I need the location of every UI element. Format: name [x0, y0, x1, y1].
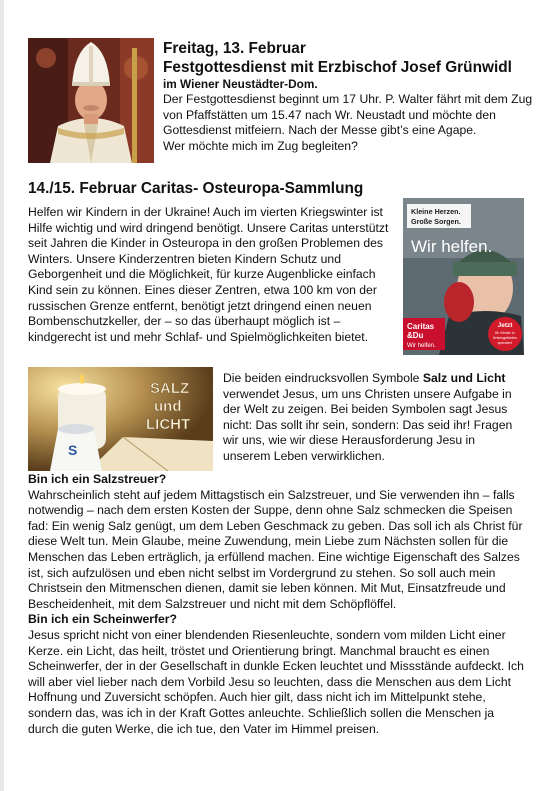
event-date: Freitag, 13. Februar [163, 40, 306, 57]
bishop-illustration [28, 38, 154, 163]
poster-tagline-2: Große Sorgen. [411, 217, 461, 226]
poster-illustration [403, 198, 524, 355]
event-location: im Wiener Neustädter-Dom. [163, 77, 318, 91]
salt-light-intro [223, 371, 523, 465]
poster-sticker-1: Jetzt [497, 322, 513, 329]
event-block [163, 39, 548, 154]
event-body: Der Festgottesdienst beginnt um 17 Uhr. P. Walter fährt mit dem Zug von Pfaffstätten um 15.47 nach Wr. Neustadt und möchte den Gottesdienst mitfeiern. Nach der Messe gibt’s eine Agape. [163, 92, 533, 138]
salt-light-body [28, 472, 524, 737]
image-word-salz: SALZ [150, 380, 190, 397]
event-question: Wer möchte mich im Zug begleiten? [163, 138, 358, 153]
bishop-photo [28, 38, 154, 163]
poster-tagline-1: Kleine Herzen. [411, 207, 461, 216]
caritas-poster [403, 198, 524, 355]
intro-bold: Salz und Licht [422, 371, 506, 385]
shaker-letter: S [68, 442, 78, 458]
poster-sticker-3: Krisengebieten [493, 336, 517, 340]
image-word-und: und [154, 398, 182, 415]
poster-sticker-2: für Kinder in [495, 331, 515, 335]
caritas-title: 14./15. Februar Caritas- Osteuropa-Sammlung [28, 180, 364, 197]
intro-pre: Die beiden eindrucksvollen Symbole [223, 371, 423, 385]
light-body: Jesus spricht nicht von einer blendenden Riesenleuchte, sondern vom milden Licht einer Kerze. ein Licht, das heilt, tröstet und Orientierung bringt. Manchmal braucht es einen Scheinwerfer, der in der Gesellschaft in dunkle Ecken leuchtet und Missstände aufdeckt. Ich will aber viel lieber nach dem Vorbild Jesu so leuchten, dass die Menschen aus dem Licht Hoffnung und Zuversicht schöpfen. Auch hier gilt, dass nicht ich im Mittelpunkt stehe, sondern das, was ich in der Kraft Gottes anleuchte. Schließlich sollen die Menschen ja durch die guten Werke, die ich tue, den Vater im Himmel preisen. [28, 627, 524, 736]
salt-heading: Bin ich ein Salzstreuer? [28, 472, 167, 486]
salt-light-image [28, 367, 213, 471]
poster-sticker-4: spenden! [497, 341, 513, 345]
poster-brand-2: &Du [407, 331, 424, 340]
caritas-body: Helfen wir Kindern in der Ukraine! Auch im vierten Kriegswinter ist Hilfe wichtig und wird dringend benötigt. Unsere Caritas unterstützt seit Jahren die Kinder in Osteuropa in den großen Problemen des Winters. Unsere Kinderzentren bieten Kindern Schutz und Geborgenheit und die Möglichkeit, für kurze Augenblicke einfach Kind sein zu können. Eines dieser Zentren, etwa 100 km von der russischen Grenze entfernt, benötigt jetzt dringend einen neuen Bombenschutzkeller, der – so das überhaupt möglich ist – kindgerecht ist und mehr Schlaf- und Spielmöglichkeiten bietet. [28, 205, 389, 344]
intro-post: verwendet Jesus, um uns Christen unsere Aufgabe in der Welt zu zeigen. Bei beiden Symbolen sagt Jesus nicht: Das sollt ihr sein, sondern: Das seid ihr! Fragen wir uns, wie wir diese Herausforderung Jesu in unserem Leben verwirklichen. [223, 386, 513, 463]
poster-brand-3: Wir helfen. [407, 343, 436, 349]
event-title: Festgottesdienst mit Erzbischof Josef Grünwidl [163, 59, 512, 76]
page-edge [0, 0, 4, 791]
salt-body: Wahrscheinlich steht auf jedem Mittagstisch ein Salzstreuer, und Sie verwenden ihn – falls notwendig – nach dem ersten Kosten der Suppe, denn ohne Salz schmecken die Speisen fad: Ein wenig Salz genügt, um dem Leben Geschmack zu geben. Das soll ich als Christ für diese Welt tun. Mein Glaube, meine Zuwendung, mein Liebe zum Nächsten sollen für die Menschen das Leben erträglich, ja erfüllend machen. Eine wichtige Eigenschaft des Salzes ist, sich aufzulösen und eben nicht selbst im Vordergrund zu stehen. So soll auch mein Christsein den Mitmenschen dienen, damit sie leben können. Mit Mut, Einsatzfreude und Bescheidenheit, mit dem Salzstreuer und nicht mit dem Schöpflöffel. [28, 487, 523, 611]
salt-light-illustration [28, 367, 213, 471]
poster-brand-1: Caritas [407, 322, 435, 331]
poster-headline: Wir helfen. [411, 237, 493, 256]
light-heading: Bin ich ein Scheinwerfer? [28, 612, 177, 627]
image-word-licht: LICHT [146, 416, 191, 433]
